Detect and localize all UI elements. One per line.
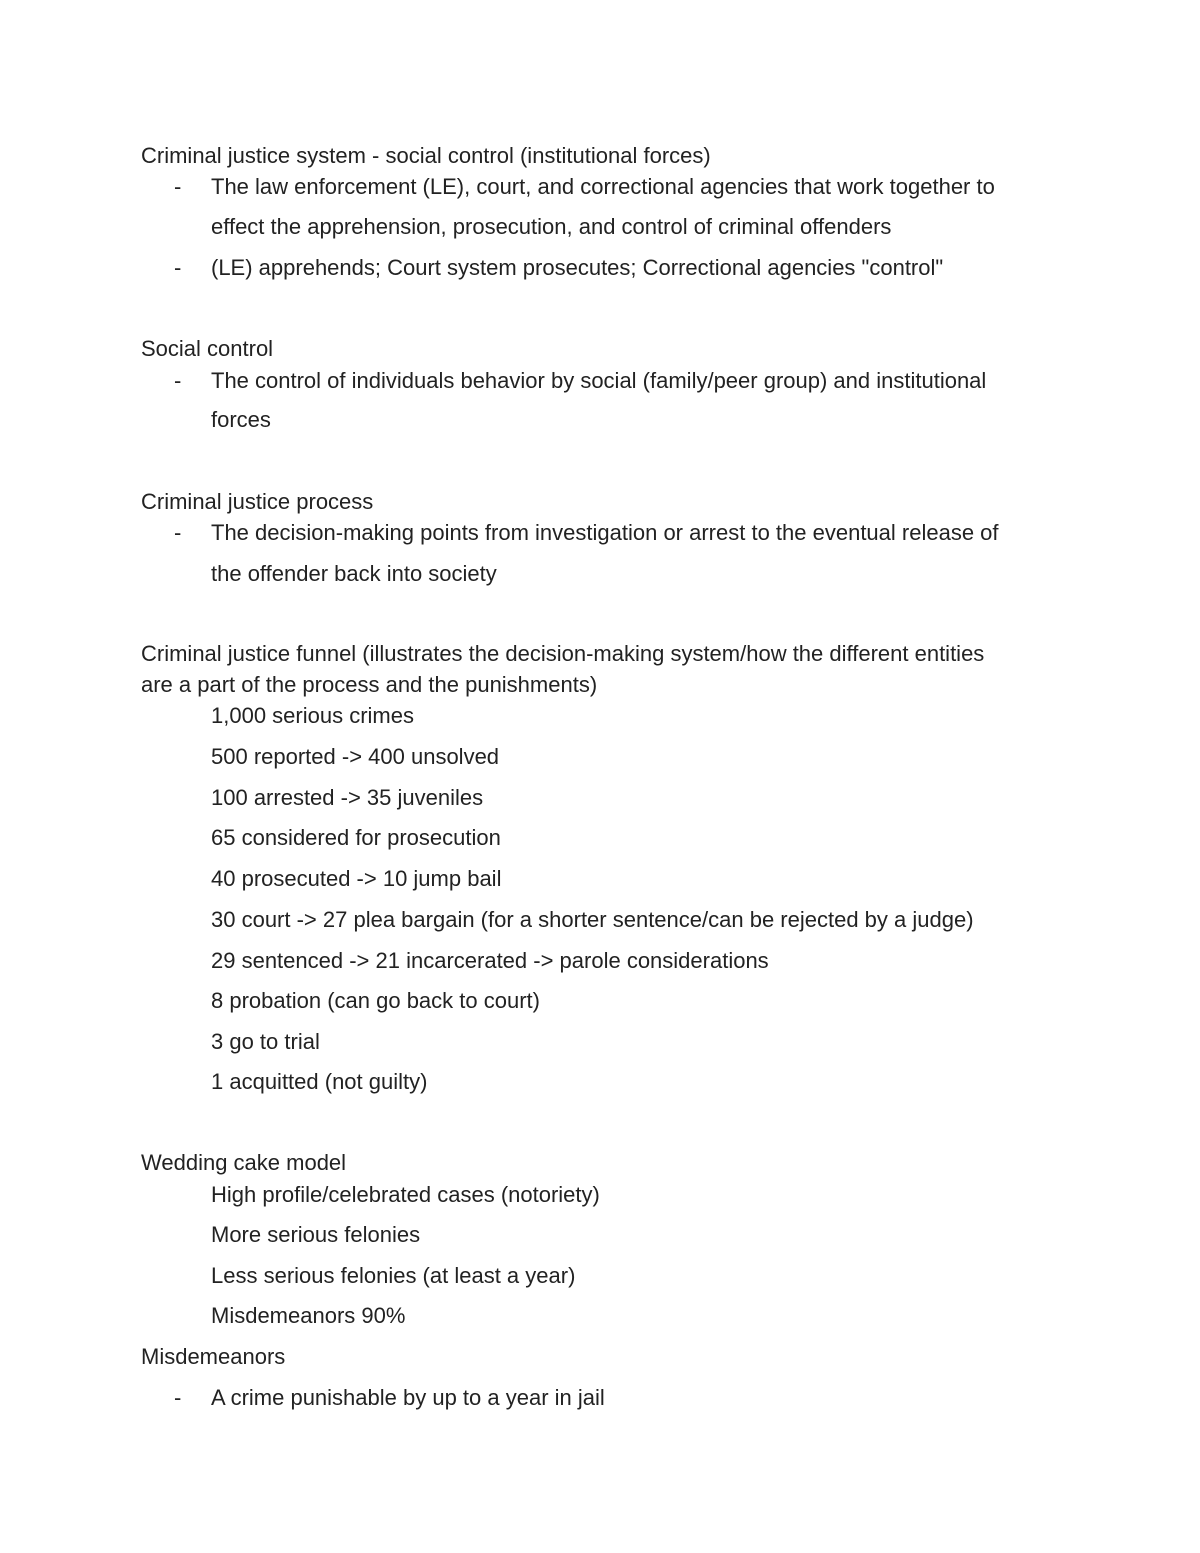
cjs-bullet-1-line-2: effect the apprehension, prosecution, and control of criminal offenders xyxy=(211,214,892,239)
cjs-bullet-2-marker: - xyxy=(174,255,182,280)
wedding-cake-item: Misdemeanors 90% xyxy=(211,1303,406,1328)
funnel-item: 500 reported -> 400 unsolved xyxy=(211,744,500,769)
process-bullet-line-1: The decision-making points from investigation or arrest to the eventual release of xyxy=(211,520,999,545)
misdemeanors-heading: Misdemeanors xyxy=(141,1344,286,1369)
cjs-bullet-1-line-1: The law enforcement (LE), court, and correctional agencies that work together to xyxy=(211,174,995,199)
funnel-item: 29 sentenced -> 21 incarcerated -> parole considerations xyxy=(211,948,769,973)
funnel-item: 1,000 serious crimes xyxy=(211,703,414,728)
misdemeanors-bullet-line-1: A crime punishable by up to a year in jail xyxy=(211,1385,605,1410)
social-control-bullet-line-2: forces xyxy=(211,407,271,432)
funnel-item: 8 probation (can go back to court) xyxy=(211,988,540,1013)
process-bullet-marker: - xyxy=(174,520,182,545)
social-control-bullet-marker: - xyxy=(174,368,182,393)
social-control-bullet-line-1: The control of individuals behavior by social (family/peer group) and institutional xyxy=(211,368,987,393)
wedding-cake-item: High profile/celebrated cases (notoriety) xyxy=(211,1182,600,1207)
funnel-item: 65 considered for prosecution xyxy=(211,825,501,850)
social-control-heading: Social control xyxy=(141,336,274,361)
funnel-item: 1 acquitted (not guilty) xyxy=(211,1069,428,1094)
wedding-cake-item: Less serious felonies (at least a year) xyxy=(211,1263,576,1288)
funnel-item: 30 court -> 27 plea bargain (for a shorter sentence/can be rejected by a judge) xyxy=(211,907,974,932)
funnel-item: 40 prosecuted -> 10 jump bail xyxy=(211,866,502,891)
wedding-cake-heading: Wedding cake model xyxy=(141,1150,347,1175)
funnel-item: 100 arrested -> 35 juveniles xyxy=(211,785,484,810)
cjs-bullet-2-line-1: (LE) apprehends; Court system prosecutes; Correctional agencies "control" xyxy=(211,255,944,280)
process-heading: Criminal justice process xyxy=(141,489,374,514)
funnel-item: 3 go to trial xyxy=(211,1029,320,1054)
cjs-heading: Criminal justice system - social control (institutional forces) xyxy=(141,143,711,168)
misdemeanors-bullet-marker: - xyxy=(174,1385,182,1410)
cjs-bullet-1-marker: - xyxy=(174,174,182,199)
process-bullet-line-2: the offender back into society xyxy=(211,561,497,586)
funnel-heading-line-2: are a part of the process and the punishments) xyxy=(141,672,598,697)
wedding-cake-item: More serious felonies xyxy=(211,1222,421,1247)
funnel-heading-line-1: Criminal justice funnel (illustrates the decision-making system/how the different entities xyxy=(141,641,985,666)
